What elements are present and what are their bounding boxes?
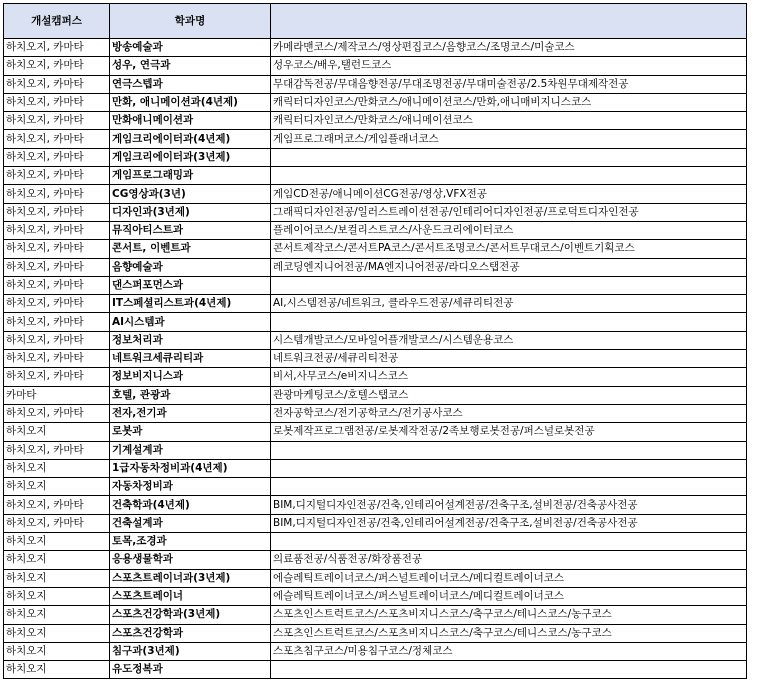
campus-cell: 하치오지, 카마타 [4, 404, 110, 422]
courses-cell: BIM,디지털디자인전공/건축,인테리어설계전공/건축구조,설비전공/건축공사전공 [271, 514, 747, 532]
campus-cell: 하치오지, 카마타 [4, 441, 110, 459]
department-cell: 토목,조경과 [110, 533, 271, 551]
campus-cell: 하치오지 [4, 423, 110, 441]
table-row [4, 606, 747, 624]
header-courses [271, 4, 747, 39]
department-cell: 만화애니메이션과 [110, 112, 271, 130]
campus-cell: 하치오지, 카마타 [4, 75, 110, 93]
department-cell: 건축설계과 [110, 514, 271, 532]
department-cell: 정보처리과 [110, 331, 271, 349]
courses-cell: 네트워크전공/세큐리티전공 [271, 350, 747, 368]
department-cell: 만화, 애니메이션과(4년제) [110, 93, 271, 111]
department-cell: 댄스퍼포먼스과 [110, 276, 271, 294]
courses-cell: 비서,사무코스/e비지니스코스 [271, 368, 747, 386]
campus-cell: 하치오지, 카마타 [4, 496, 110, 514]
campus-cell: 하치오지 [4, 569, 110, 587]
department-cell: 1급자동차정비과(4년제) [110, 459, 271, 477]
table-row [4, 295, 747, 313]
header-campus: 개설캠퍼스 [4, 4, 110, 39]
courses-cell: 그래픽디자인전공/일러스트레이션전공/인테리어디자인전공/프로덕트디자인전공 [271, 203, 747, 221]
campus-cell: 하치오지, 카마타 [4, 57, 110, 75]
campus-cell: 하치오지, 카마타 [4, 112, 110, 130]
campus-cell: 하치오지, 카마타 [4, 221, 110, 239]
department-cell: 연극스텝과 [110, 75, 271, 93]
campus-cell: 하치오지 [4, 606, 110, 624]
department-table [3, 3, 747, 679]
campus-cell: 하치오지, 카마타 [4, 350, 110, 368]
courses-cell [271, 533, 747, 551]
table-row [4, 276, 747, 294]
courses-cell: 콘서트제작코스/콘서트PA코스/콘서트조명코스/콘서트무대코스/이벤트기획코스 [271, 240, 747, 258]
courses-cell: 로봇제작프로그램전공/로봇제작전공/2족보행로봇전공/퍼스널로봇전공 [271, 423, 747, 441]
courses-cell: 레코딩엔지니어전공/MA엔지니어전공/라디오스탭전공 [271, 258, 747, 276]
department-cell: 게임프로그래밍과 [110, 167, 271, 185]
courses-cell: 의료품전공/식품전공/화장품전공 [271, 551, 747, 569]
campus-cell: 하치오지, 카마타 [4, 514, 110, 532]
table-row [4, 661, 747, 679]
courses-cell: 에슬레틱트레이너코스/퍼스널트레이너코스/메디컬트레이너코스 [271, 569, 747, 587]
table-row [4, 167, 747, 185]
department-cell: 침구과(3년제) [110, 642, 271, 660]
campus-cell: 하치오지, 카마타 [4, 130, 110, 148]
table-row [4, 203, 747, 221]
table-row [4, 221, 747, 239]
campus-cell: 하치오지 [4, 551, 110, 569]
department-cell: 건축학과(4년제) [110, 496, 271, 514]
header-department: 학과명 [110, 4, 271, 39]
table-row [4, 642, 747, 660]
courses-cell: 관광마케팅코스/호텔스탭코스 [271, 386, 747, 404]
department-cell: 전자,전기과 [110, 404, 271, 422]
table-row [4, 331, 747, 349]
table-row [4, 130, 747, 148]
table-row [4, 478, 747, 496]
table-row [4, 533, 747, 551]
campus-cell: 하치오지, 카마타 [4, 331, 110, 349]
table-row [4, 368, 747, 386]
courses-cell: 에슬레틱트레이너코스/퍼스널트레이너코스/메디컬트레이너코스 [271, 587, 747, 605]
campus-cell: 하치오지 [4, 587, 110, 605]
courses-cell: 캐릭터디자인코스/만화코스/애니메이션코스/만화,애니매비지니스코스 [271, 93, 747, 111]
department-cell: 뮤직아티스트과 [110, 221, 271, 239]
campus-cell: 하치오지 [4, 642, 110, 660]
department-cell: 유도정복과 [110, 661, 271, 679]
campus-cell: 하치오지 [4, 661, 110, 679]
department-cell: 게임크리에이터과(3년제) [110, 148, 271, 166]
courses-cell: 스포츠침구코스/미용침구코스/정체코스 [271, 642, 747, 660]
department-cell: 성우, 연극과 [110, 57, 271, 75]
courses-cell: 카메라맨코스/제작코스/영상편집코스/음향코스/조명코스/미술코스 [271, 39, 747, 57]
courses-cell: 게임CD전공/애니메이션CG전공/영상,VFX전공 [271, 185, 747, 203]
courses-cell: BIM,디지털디자인전공/건축,인테리어설계전공/건축구조,설비전공/건축공사전공 [271, 496, 747, 514]
table-row [4, 93, 747, 111]
campus-cell: 하치오지, 카마타 [4, 185, 110, 203]
department-cell: 정보비지니스과 [110, 368, 271, 386]
campus-cell: 하치오지, 카마타 [4, 258, 110, 276]
table-row [4, 423, 747, 441]
courses-cell: 게임프로그래머코스/게임플래너코스 [271, 130, 747, 148]
table-row [4, 350, 747, 368]
department-cell: AI시스템과 [110, 313, 271, 331]
department-cell: 게임크리에이터과(4년제) [110, 130, 271, 148]
campus-cell: 하치오지 [4, 478, 110, 496]
table-row [4, 112, 747, 130]
table-row [4, 624, 747, 642]
table-header-row [4, 4, 747, 39]
table-row [4, 386, 747, 404]
department-cell: 스포츠트레이너 [110, 587, 271, 605]
table-row [4, 514, 747, 532]
department-cell: 스포츠트레이너과(3년제) [110, 569, 271, 587]
courses-cell: 캐릭터디자인코스/만화코스/애니메이션코스 [271, 112, 747, 130]
campus-cell: 하치오지 [4, 533, 110, 551]
department-cell: 기계설계과 [110, 441, 271, 459]
table-row [4, 404, 747, 422]
courses-cell [271, 441, 747, 459]
campus-cell: 카마타 [4, 386, 110, 404]
courses-cell: AI,시스템전공/네트워크, 클라우드전공/세큐리티전공 [271, 295, 747, 313]
table-row [4, 496, 747, 514]
courses-cell [271, 313, 747, 331]
table-row [4, 258, 747, 276]
courses-cell [271, 478, 747, 496]
department-cell: 자동차정비과 [110, 478, 271, 496]
table-row [4, 57, 747, 75]
courses-cell: 플레이어코스/보컬리스트코스/사운드크리에이터코스 [271, 221, 747, 239]
department-cell: 호텔, 관광과 [110, 386, 271, 404]
department-cell: CG영상과(3년) [110, 185, 271, 203]
campus-cell: 하치오지, 카마타 [4, 276, 110, 294]
campus-cell: 하치오지 [4, 624, 110, 642]
courses-cell [271, 459, 747, 477]
campus-cell: 하치오지, 카마타 [4, 167, 110, 185]
table-row [4, 313, 747, 331]
campus-cell: 하치오지, 카마타 [4, 39, 110, 57]
courses-cell [271, 661, 747, 679]
campus-cell: 하치오지 [4, 459, 110, 477]
table-body [4, 39, 747, 679]
courses-cell: 무대감독전공/무대음향전공/무대조명전공/무대미술전공/2.5차원무대제작전공 [271, 75, 747, 93]
department-cell: 스포츠건강학과 [110, 624, 271, 642]
table-row [4, 185, 747, 203]
table-row [4, 39, 747, 57]
campus-cell: 하치오지, 카마타 [4, 313, 110, 331]
department-cell: 음향예술과 [110, 258, 271, 276]
campus-cell: 하치오지, 카마타 [4, 368, 110, 386]
courses-cell: 성우코스/배우,탤런드코스 [271, 57, 747, 75]
table-row [4, 569, 747, 587]
table-row [4, 551, 747, 569]
table-row [4, 240, 747, 258]
courses-cell [271, 276, 747, 294]
department-cell: 스포츠건강학과(3년제) [110, 606, 271, 624]
table-row [4, 75, 747, 93]
courses-cell: 스포츠인스트럭트코스/스포츠비지니스코스/축구코스/테니스코스/농구코스 [271, 624, 747, 642]
department-cell: 응용생물학과 [110, 551, 271, 569]
table-row [4, 441, 747, 459]
courses-cell: 시스템개발코스/모바일어플개발코스/시스템운용코스 [271, 331, 747, 349]
department-cell: 네트워크세큐리티과 [110, 350, 271, 368]
department-cell: IT스페셜리스트과(4년제) [110, 295, 271, 313]
campus-cell: 하치오지, 카마타 [4, 93, 110, 111]
campus-cell: 하치오지, 카마타 [4, 240, 110, 258]
courses-cell [271, 148, 747, 166]
department-cell: 콘서트, 이벤트과 [110, 240, 271, 258]
department-cell: 디자인과(3년제) [110, 203, 271, 221]
table-row [4, 459, 747, 477]
campus-cell: 하치오지, 카마타 [4, 148, 110, 166]
table-row [4, 148, 747, 166]
department-cell: 방송예술과 [110, 39, 271, 57]
table-row [4, 587, 747, 605]
campus-cell: 하치오지, 카마타 [4, 295, 110, 313]
courses-cell [271, 167, 747, 185]
courses-cell: 전자공학코스/전기공학코스/전기공사코스 [271, 404, 747, 422]
campus-cell: 하치오지, 카마타 [4, 203, 110, 221]
department-cell: 로봇과 [110, 423, 271, 441]
courses-cell: 스포츠인스트럭트코스/스포츠비지니스코스/축구코스/테니스코스/농구코스 [271, 606, 747, 624]
